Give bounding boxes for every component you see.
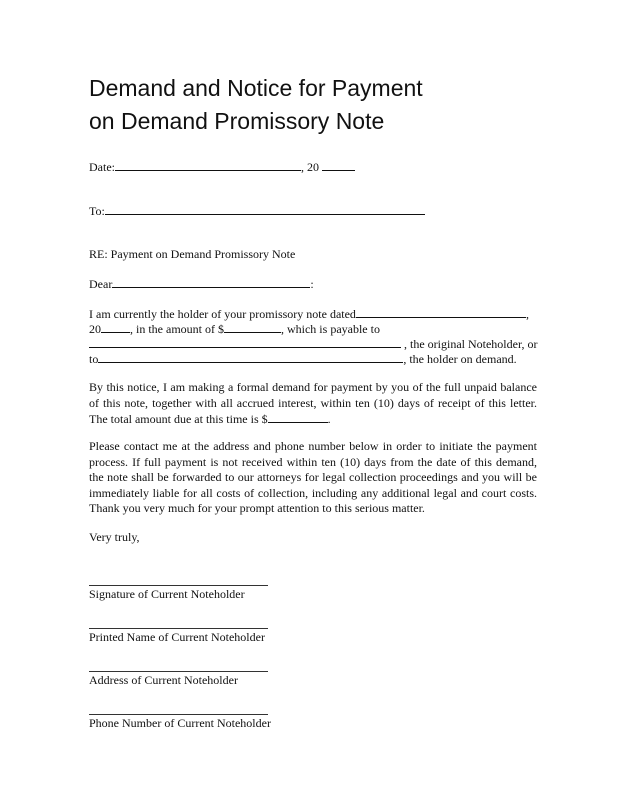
demand-text: By this notice, I am making a formal demand for payment by you of the full unpaid balance of this note, together with all accrued interest, within ten (10) days of receipt of this letter. The total amount due at this time is $ — [89, 380, 537, 426]
note-date-blank[interactable] — [356, 306, 526, 318]
title-line-1: Demand and Notice for Payment — [89, 75, 423, 101]
holder-text-2-start: 20 — [89, 322, 101, 336]
demand-paragraph — [89, 380, 537, 428]
document-title — [89, 72, 423, 138]
re-line: RE: Payment on Demand Promissory Note — [89, 247, 296, 261]
holder-text-1-end: , — [525, 307, 529, 321]
date-blank[interactable] — [115, 159, 301, 171]
holder-text-4-start: to — [89, 352, 99, 366]
dear-line — [89, 276, 314, 292]
signature-line[interactable] — [89, 585, 268, 586]
holder-text-2-end: , which is payable to — [280, 322, 380, 336]
dear-blank[interactable] — [112, 276, 310, 288]
date-line — [89, 159, 355, 175]
holder-on-demand-blank[interactable] — [98, 351, 403, 363]
to-label: To: — [89, 204, 105, 218]
contact-paragraph: Please contact me at the address and phone number below in order to initiate the payment process. If full payment is not received within ten (10) days from the date of this demand, the note shall be forwarded to our attorneys for legal collection proceedings and you will be immediately liable for all costs of collection, including any additional legal and court costs. Thank you very much for your prompt attention to this serious matter. — [89, 439, 537, 515]
date-year-prefix: , 20 — [301, 160, 319, 174]
holder-text-1: I am currently the holder of your promissory note dated — [89, 307, 356, 321]
printed-name-line[interactable] — [89, 628, 268, 629]
total-amount-blank[interactable] — [268, 411, 328, 423]
holder-text-2-mid: , in the amount of $ — [130, 322, 224, 336]
closing: Very truly, — [89, 530, 140, 544]
dear-label: Dear — [89, 277, 113, 291]
address-line[interactable] — [89, 671, 268, 672]
note-year-blank[interactable] — [101, 321, 130, 333]
printed-name-label: Printed Name of Current Noteholder — [89, 630, 265, 644]
to-blank[interactable] — [105, 203, 425, 215]
holder-line-1 — [89, 306, 529, 322]
to-line — [89, 203, 425, 219]
date-label: Date: — [89, 160, 115, 174]
holder-line-2 — [89, 321, 380, 337]
holder-text-4-end: , the holder on demand. — [403, 352, 517, 366]
holder-line-4 — [89, 351, 517, 367]
holder-line-3 — [89, 336, 537, 352]
signature-label: Signature of Current Noteholder — [89, 587, 245, 601]
address-label: Address of Current Noteholder — [89, 673, 238, 687]
title-line-2: on Demand Promissory Note — [89, 108, 385, 134]
phone-line[interactable] — [89, 714, 268, 715]
demand-text-end: . — [327, 412, 331, 426]
holder-text-3-end: , the original Noteholder, or — [404, 337, 538, 351]
note-amount-blank[interactable] — [224, 321, 281, 333]
date-year-blank[interactable] — [322, 159, 355, 171]
phone-label: Phone Number of Current Noteholder — [89, 716, 271, 730]
dear-suffix: : — [310, 277, 314, 291]
original-noteholder-blank[interactable] — [89, 336, 401, 348]
